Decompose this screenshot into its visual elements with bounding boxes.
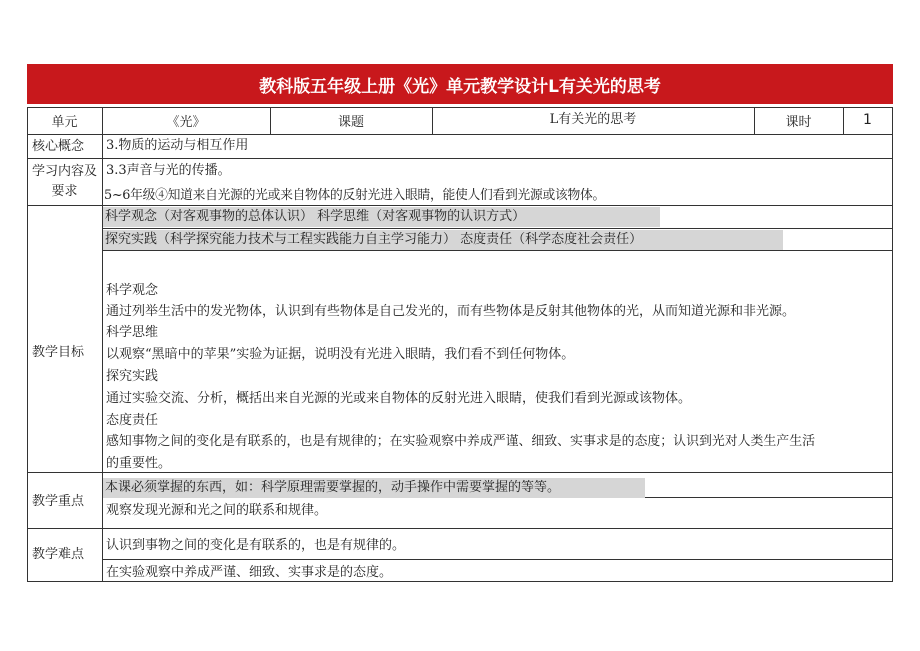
col-line-right [892, 107, 893, 582]
core-concept-label: 核心概念 [32, 139, 85, 154]
goals-label: 教学目标 [32, 345, 85, 360]
unit-label: 单元 [51, 115, 78, 130]
goal-line: 探究实践 [106, 369, 159, 384]
goal-line: 科学思维 [106, 325, 159, 340]
goal-line: 态度责任 [106, 413, 159, 428]
row-line-4a [102, 228, 893, 229]
core-concept-value: 3.物质的运动与相互作用 [106, 138, 249, 153]
topic-label: 课题 [337, 115, 364, 130]
difficulties-label: 教学难点 [32, 547, 85, 562]
key-points-label: 教学重点 [32, 494, 85, 509]
goals-header-1: 科学观念（对客观事物的总体认识） 科学思维（对客观事物的认识方式） [103, 207, 660, 227]
learning-line-2: 5~6年级④知道来自光源的光或来自物体的反射光进入眼睛，能使人们看到光源或该物体。 [104, 188, 605, 203]
row-line-1 [27, 107, 893, 108]
row-line-6 [27, 528, 893, 529]
difficulties-line-1: 认识到事物之间的变化是有联系的，也是有规律的。 [106, 538, 406, 553]
topic-value: L有关光的思考 [549, 112, 637, 127]
learning-label-2: 要求 [51, 184, 78, 199]
goal-line: 通过实验交流、分析，概括出来自光源的光或来自物体的反射光进入眼睛，使我们看到光源或该物体。 [106, 391, 692, 406]
learning-label-1: 学习内容及 [31, 164, 97, 179]
col-line-label [102, 107, 103, 582]
row-line-3 [27, 158, 893, 159]
period-label: 课时 [785, 115, 812, 130]
row-line-6a [102, 559, 893, 560]
goal-line: 的重要性。 [106, 456, 172, 471]
row-line-2 [27, 134, 893, 135]
goal-line: 以观察“黑暗中的苹果”实验为证据，说明没有光进入眼睛，我们看不到任何物体。 [106, 347, 575, 362]
unit-value: 《光》 [166, 115, 206, 130]
key-points-line-2: 观察发现光源和光之间的联系和规律。 [106, 503, 328, 518]
period-value: 1 [863, 112, 872, 128]
row-line-4b [102, 250, 893, 251]
document-title: 教科版五年级上册《光》单元教学设计L有关光的思考 [27, 64, 893, 104]
key-points-line-1: 本课必须掌握的东西，如：科学原理需要掌握的，动手操作中需要掌握的等等。 [103, 478, 645, 498]
goal-line: 感知事物之间的变化是有联系的，也是有规律的；在实验观察中养成严谨、细致、实事求是的态度；认识到光对人类生产生活 [106, 434, 815, 449]
goal-line: 通过列举生活中的发光物体，认识到有些物体是自己发光的，而有些物体是反射其他物体的光，从而知道光源和非光源。 [106, 304, 796, 319]
learning-line-1: 3.3声音与光的传播。 [106, 163, 231, 178]
difficulties-line-2: 在实验观察中养成严谨、细致、实事求是的态度。 [106, 565, 393, 580]
goal-line: 科学观念 [106, 283, 159, 298]
goals-header-2: 探究实践（科学探究能力技术与工程实践能力自主学习能力） 态度责任（科学态度社会责任） [103, 230, 783, 250]
